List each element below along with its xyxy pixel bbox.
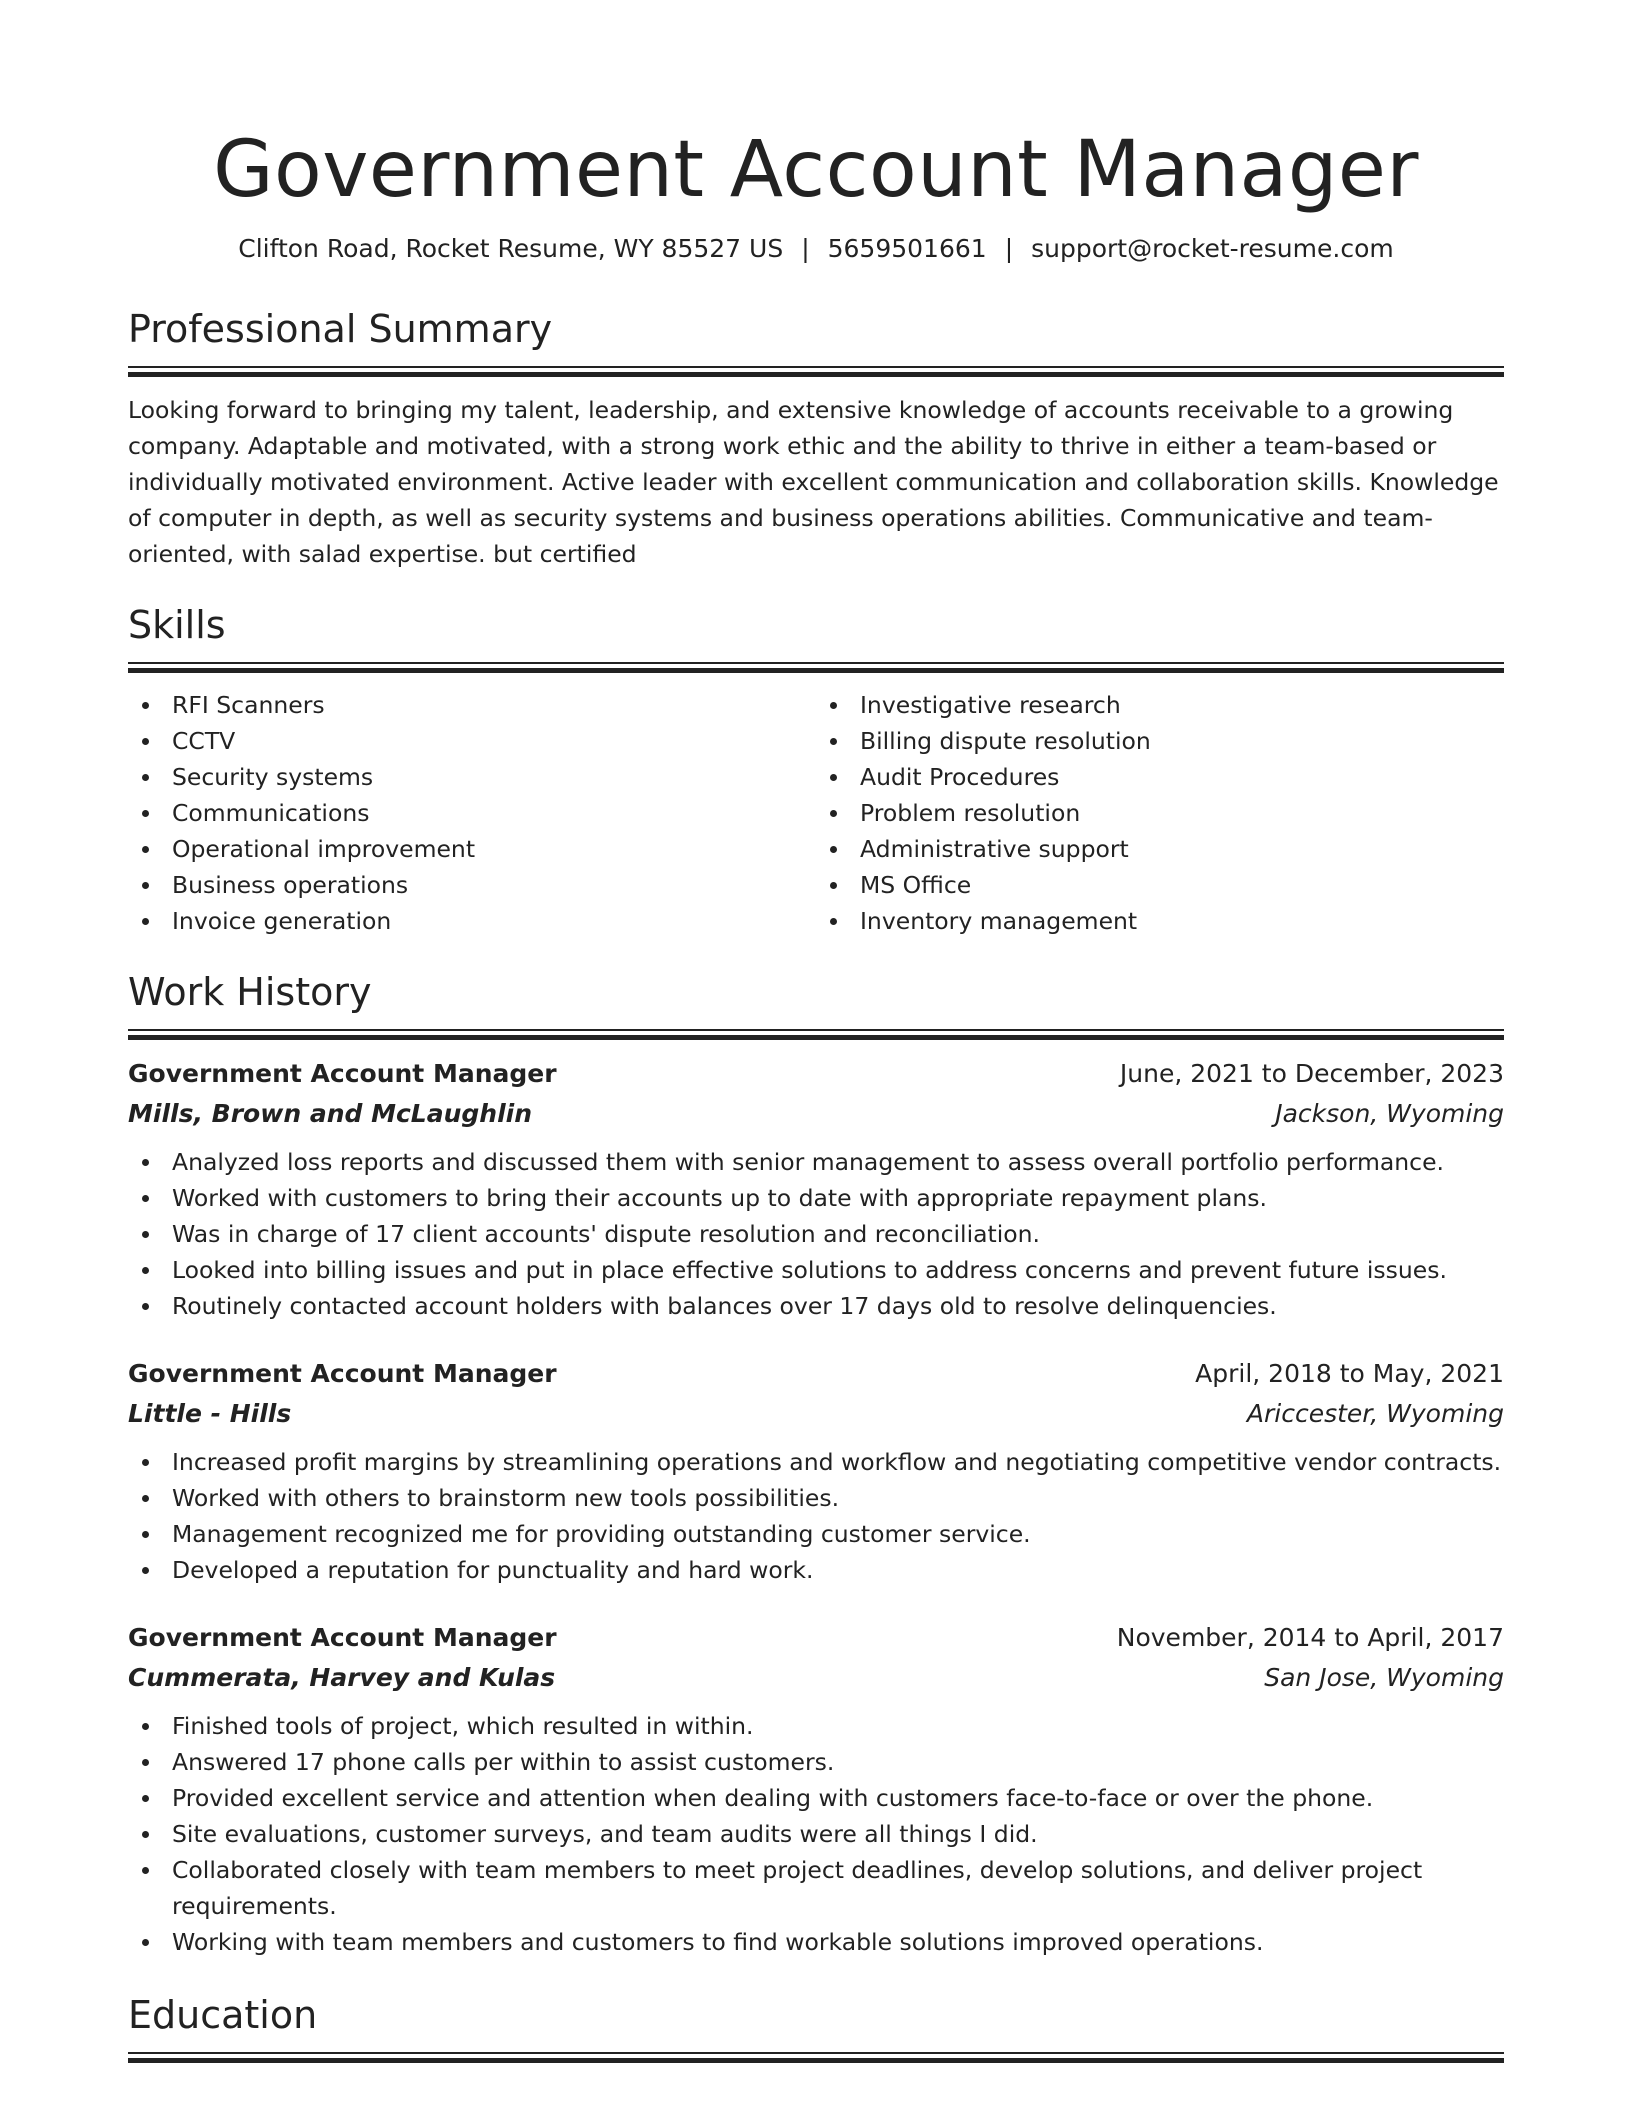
candidate-name: Government Account Manager xyxy=(213,125,1419,215)
job-company-row xyxy=(128,1094,1504,1134)
skill-item: Inventory management xyxy=(816,903,1504,939)
job-header-row xyxy=(128,1354,1504,1394)
job-location: San Jose, Wyoming xyxy=(1264,1663,1504,1692)
job-company: Little - Hills xyxy=(128,1399,292,1428)
section-divider xyxy=(128,366,1504,377)
education-section xyxy=(128,1990,1504,2063)
job-company: Mills, Brown and McLaughlin xyxy=(128,1099,533,1128)
skill-item: Security systems xyxy=(128,759,816,795)
job-bullet-list xyxy=(128,1708,1504,1960)
job-location: Ariccester, Wyoming xyxy=(1246,1399,1504,1428)
contact-line xyxy=(128,232,1504,266)
contact-phone: 5659501661 xyxy=(827,234,987,263)
job-entry xyxy=(128,1354,1504,1588)
skills-columns xyxy=(128,687,1504,939)
job-list xyxy=(128,1054,1504,1960)
skill-item: Investigative research xyxy=(816,687,1504,723)
skill-item: Problem resolution xyxy=(816,795,1504,831)
section-title-summary: Professional Summary xyxy=(128,307,553,351)
section-title-skills: Skills xyxy=(128,603,226,647)
job-title: Government Account Manager xyxy=(128,1623,557,1652)
resume-header xyxy=(128,0,1504,266)
summary-section xyxy=(128,304,1504,572)
skill-item: Audit Procedures xyxy=(816,759,1504,795)
job-title: Government Account Manager xyxy=(128,1059,557,1088)
skill-item: Operational improvement xyxy=(128,831,816,867)
summary-text: Looking forward to bringing my talent, leadership, and extensive knowledge of accounts receivable to a growing company. Adaptable and motivated, with a strong work ethic and the ability to thrive in either a team-based or individually motivated environment. Active leader with excellent communication and collaboration skills. Knowledge of computer in depth, as well as security systems and business operations abilities. Communicative and team-oriented, with salad expertise. but certified xyxy=(128,396,1499,568)
job-location: Jackson, Wyoming xyxy=(1275,1099,1504,1128)
job-title: Government Account Manager xyxy=(128,1359,557,1388)
job-bullet: Analyzed loss reports and discussed them with senior management to assess overall portfolio performance. xyxy=(128,1144,1504,1180)
job-header-row xyxy=(128,1618,1504,1658)
skills-section xyxy=(128,600,1504,939)
job-dates: November, 2014 to April, 2017 xyxy=(1116,1623,1504,1652)
section-title-education: Education xyxy=(128,1993,318,2037)
job-company-row xyxy=(128,1394,1504,1434)
job-bullet: Worked with others to brainstorm new tools possibilities. xyxy=(128,1480,1504,1516)
skill-item: Invoice generation xyxy=(128,903,816,939)
job-bullet: Site evaluations, customer surveys, and team audits were all things I did. xyxy=(128,1816,1504,1852)
skill-item: Business operations xyxy=(128,867,816,903)
skill-item: MS Office xyxy=(816,867,1504,903)
job-bullet: Provided excellent service and attention when dealing with customers face-to-face or over the phone. xyxy=(128,1780,1504,1816)
job-bullet: Routinely contacted account holders with balances over 17 days old to resolve delinquencies. xyxy=(128,1288,1504,1324)
job-bullet: Working with team members and customers to find workable solutions improved operations. xyxy=(128,1924,1504,1960)
skill-item: RFI Scanners xyxy=(128,687,816,723)
skills-list-right xyxy=(816,687,1504,939)
section-divider xyxy=(128,2052,1504,2063)
job-bullet-list xyxy=(128,1144,1504,1324)
contact-separator: | xyxy=(801,234,810,263)
job-bullet: Collaborated closely with team members to meet project deadlines, develop solutions, and deliver project requirements. xyxy=(128,1852,1504,1924)
section-divider xyxy=(128,1029,1504,1040)
job-dates: June, 2021 to December, 2023 xyxy=(1119,1059,1504,1088)
skill-item: Communications xyxy=(128,795,816,831)
job-bullet: Answered 17 phone calls per within to assist customers. xyxy=(128,1744,1504,1780)
job-bullet: Management recognized me for providing outstanding customer service. xyxy=(128,1516,1504,1552)
contact-address: Clifton Road, Rocket Resume, WY 85527 US xyxy=(238,234,784,263)
skill-item: CCTV xyxy=(128,723,816,759)
job-bullet: Increased profit margins by streamlining operations and workflow and negotiating competitive vendor contracts. xyxy=(128,1444,1504,1480)
job-bullet: Looked into billing issues and put in place effective solutions to address concerns and prevent future issues. xyxy=(128,1252,1504,1288)
job-bullet-list xyxy=(128,1444,1504,1588)
job-header-row xyxy=(128,1054,1504,1094)
contact-email[interactable]: support@rocket-resume.com xyxy=(1031,234,1394,263)
job-dates: April, 2018 to May, 2021 xyxy=(1195,1359,1504,1388)
section-title-work: Work History xyxy=(128,970,372,1014)
job-bullet: Was in charge of 17 client accounts' dispute resolution and reconciliation. xyxy=(128,1216,1504,1252)
work-section xyxy=(128,967,1504,1960)
job-company-row xyxy=(128,1658,1504,1698)
skill-item: Administrative support xyxy=(816,831,1504,867)
section-divider xyxy=(128,662,1504,673)
job-bullet: Finished tools of project, which resulted in within. xyxy=(128,1708,1504,1744)
job-company: Cummerata, Harvey and Kulas xyxy=(128,1663,556,1692)
skills-list-left xyxy=(128,687,816,939)
contact-separator: | xyxy=(1004,234,1014,263)
job-bullet: Developed a reputation for punctuality and hard work. xyxy=(128,1552,1504,1588)
job-bullet: Worked with customers to bring their accounts up to date with appropriate repayment plans. xyxy=(128,1180,1504,1216)
job-entry xyxy=(128,1618,1504,1960)
skill-item: Billing dispute resolution xyxy=(816,723,1504,759)
job-entry xyxy=(128,1054,1504,1324)
